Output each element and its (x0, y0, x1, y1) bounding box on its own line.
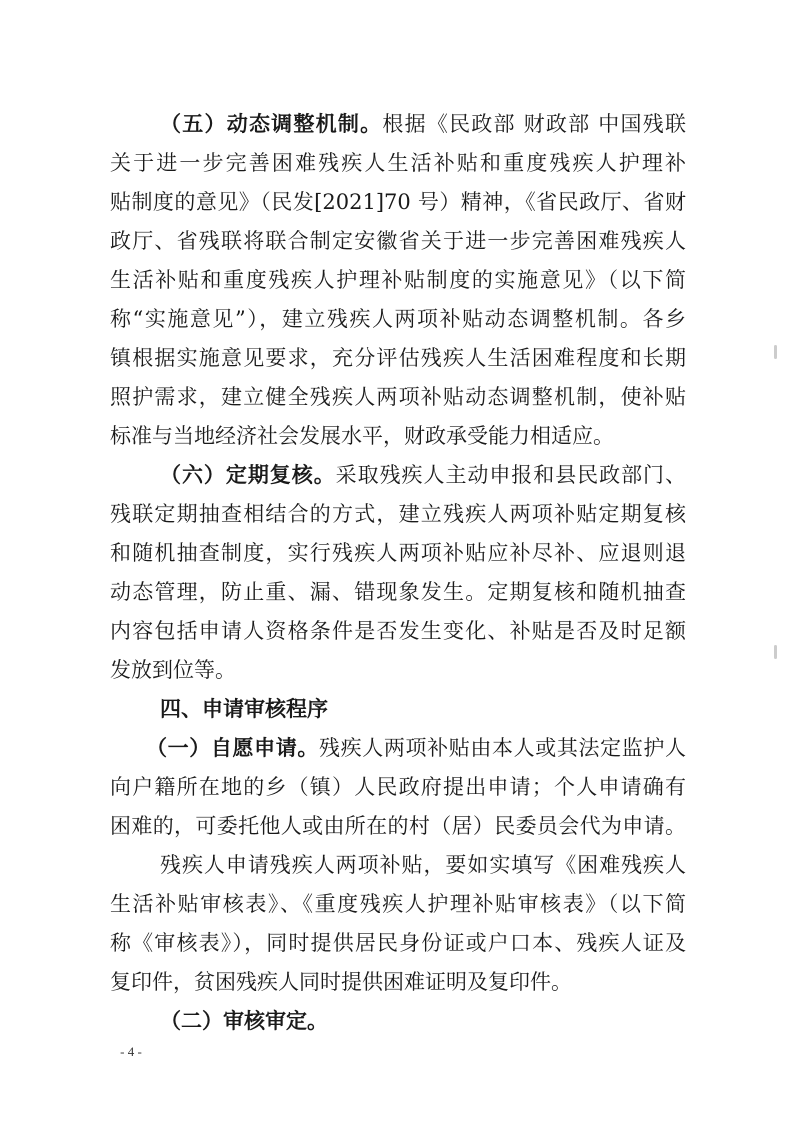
paragraph-line: 标准与当地经济社会发展水平，财政承受能力相适应。 (110, 424, 614, 448)
section-6-label: （六）定期复核。 (160, 463, 336, 487)
paragraph-line: （五）动态调整机制。根据《民政部 财政部 中国残联 (160, 112, 686, 136)
paragraph-line: 生活补贴审核表》、《重度残疾人护理补贴审核表》（以下简 (110, 892, 686, 916)
paragraph-line: 残疾人申请残疾人两项补贴，要如实填写《困难残疾人 (160, 853, 686, 877)
scan-mark (774, 645, 777, 659)
paragraph-line: 称“实施意见”），建立残疾人两项补贴动态调整机制。各乡 (110, 307, 686, 331)
paragraph-line: 和随机抽查制度，实行残疾人两项补贴应补尽补、应退则退 (110, 541, 686, 565)
paragraph-line: 照护需求，建立健全残疾人两项补贴动态调整机制，使补贴 (110, 385, 686, 409)
paragraph-line: 困难的，可委托他人或由所在的村（居）民委员会代为申请。 (110, 814, 686, 838)
subsection-1-label: （一）自愿申请。 (146, 736, 319, 760)
paragraph-line: 称《审核表》），同时提供居民身份证或户口本、残疾人证及 (110, 931, 686, 955)
paragraph-line: 贴制度的意见》（民发[2021]70 号）精神，《省民政厅、省财 (110, 190, 686, 214)
paragraph-line: （六）定期复核。采取残疾人主动申报和县民政部门、 (160, 463, 686, 487)
paragraph-line: 生活补贴和重度残疾人护理补贴制度的实施意见》（以下简 (110, 268, 686, 292)
page-number: - 4 - (120, 1044, 142, 1059)
paragraph-line: 向户籍所在地的乡（镇）人民政府提出申请；个人申请确有 (110, 775, 686, 799)
scan-mark (774, 345, 777, 359)
paragraph-line: （一）自愿申请。残疾人两项补贴由本人或其法定监护人 (146, 736, 686, 760)
section-5-label: （五）动态调整机制。 (160, 112, 383, 136)
paragraph-line: 残联定期抽查相结合的方式，建立残疾人两项补贴定期复核 (110, 502, 686, 526)
paragraph-line: 内容包括申请人资格条件是否发生变化、补贴是否及时足额 (110, 619, 686, 643)
paragraph-line: 镇根据实施意见要求，充分评估残疾人生活困难程度和长期 (110, 346, 686, 370)
paragraph-line: 政厅、省残联将联合制定安徽省关于进一步完善困难残疾人 (110, 229, 686, 253)
paragraph-line: 关于进一步完善困难残疾人生活补贴和重度残疾人护理补 (110, 151, 686, 175)
paragraph-line: 复印件，贫困残疾人同时提供困难证明及复印件。 (110, 970, 572, 994)
paragraph-line: 动态管理，防止重、漏、错现象发生。定期复核和随机抽查 (110, 580, 686, 604)
paragraph-line: 发放到位等。 (110, 658, 236, 682)
section-heading: 四、申请审核程序 (160, 697, 328, 721)
subsection-2-label: （二）审核审定。 (160, 1009, 328, 1033)
